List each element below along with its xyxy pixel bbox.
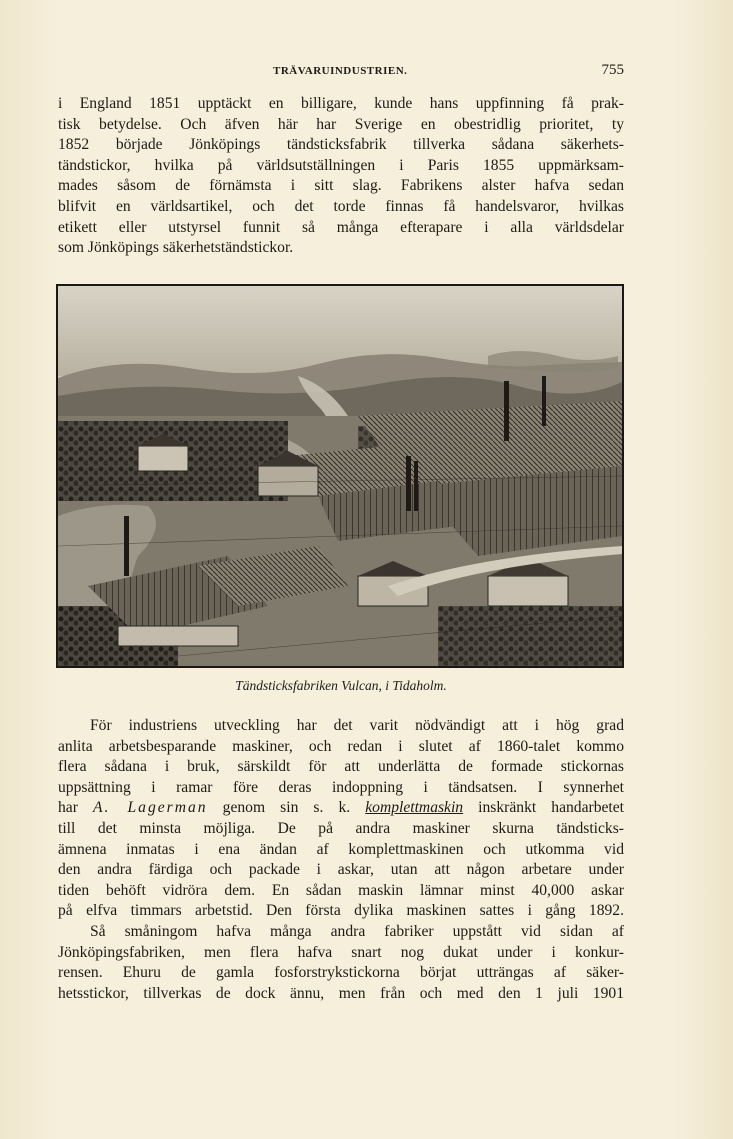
text-line: anlita arbetsbesparande maskiner, och redan i slutet af 1860-talet kommo: [58, 737, 624, 755]
figure-caption: Tändsticksfabriken Vulcan, i Tidaholm.: [235, 678, 447, 693]
text-line: uppsättning i ramar före deras indoppning i tändsatsen. I synnerhet: [58, 778, 624, 796]
text-line: [58, 798, 624, 819]
text-line: på elfva timmars arbetstid. Den första dylika maskinen sattes i gång 1892.: [58, 902, 624, 920]
text-line: som Jönköpings säkerhetständstickor.: [58, 239, 294, 257]
page-header: [58, 62, 624, 82]
text-line: ämnena inmatas i ena ändan af komplettmaskinen och utkomma vid: [58, 840, 624, 858]
text-line: hetsstickor, tillverkas de dock ännu, men från och med den 1 juli 1901: [58, 984, 624, 1002]
text-line: etikett eller utstyrsel funnit så många efterapare i alla världsdelar: [58, 218, 624, 236]
text-line: mades såsom de förnämsta i sitt slag. Fabrikens alster hafva sedan: [58, 177, 624, 195]
text-line: För industriens utveckling har det varit nödvändigt att i hög grad: [90, 717, 624, 734]
running-title: TRÄVARUINDUSTRIEN.: [273, 65, 408, 77]
term-komplettmaskin: komplettmaskin: [365, 799, 464, 817]
text-line: Så småningom hafva många andra fabriker uppstått vid sidan af: [90, 922, 624, 940]
paragraph-1: [58, 94, 624, 259]
text-line: tiden behöft vidröra dem. En sådan maskin lämnar minst 40,000 askar: [58, 881, 624, 899]
text-line: Jönköpingsfabriken, men flera hafva snart nog dukat under i konkur-: [58, 943, 624, 961]
text-fragment: inskränkt handarbetet: [463, 799, 625, 817]
text-fragment: har: [58, 799, 93, 817]
text-line: rensen. Ehuru de gamla fosforstrykstickorna börjat utträngas af säker-: [58, 964, 624, 982]
text-fragment: genom sin s. k.: [207, 799, 366, 817]
text-line: blifvit en världsartikel, och det torde finnas få handelsvaror, hvilkas: [58, 197, 624, 215]
person-name: A. Lagerman: [92, 799, 208, 817]
text-line: tändstickor, hvilka på världsutställningen i Paris 1855 uppmärksam-: [58, 156, 624, 174]
text-line: 1852 började Jönköpings tändsticksfabrik tillverka sådana säkerhets-: [58, 136, 624, 154]
text-line: till det minsta möjliga. De på andra maskiner skurna tändsticks-: [58, 819, 624, 837]
paragraph-2: [58, 716, 624, 1004]
text-line: flera sådana i bruk, särskildt för att underlätta de formade stickornas: [58, 758, 624, 776]
text-line: den andra färdiga och packade i askar, utan att någon arbetare under: [58, 861, 624, 879]
text-line: tisk betydelse. Och äfven här har Sverige en obestridlig prioritet, ty: [58, 115, 624, 133]
factory-illustration: [56, 284, 624, 668]
text-line: i England 1851 upptäckt en billigare, kunde hans uppfinning få prak-: [58, 95, 624, 112]
page-number: 755: [601, 62, 624, 78]
